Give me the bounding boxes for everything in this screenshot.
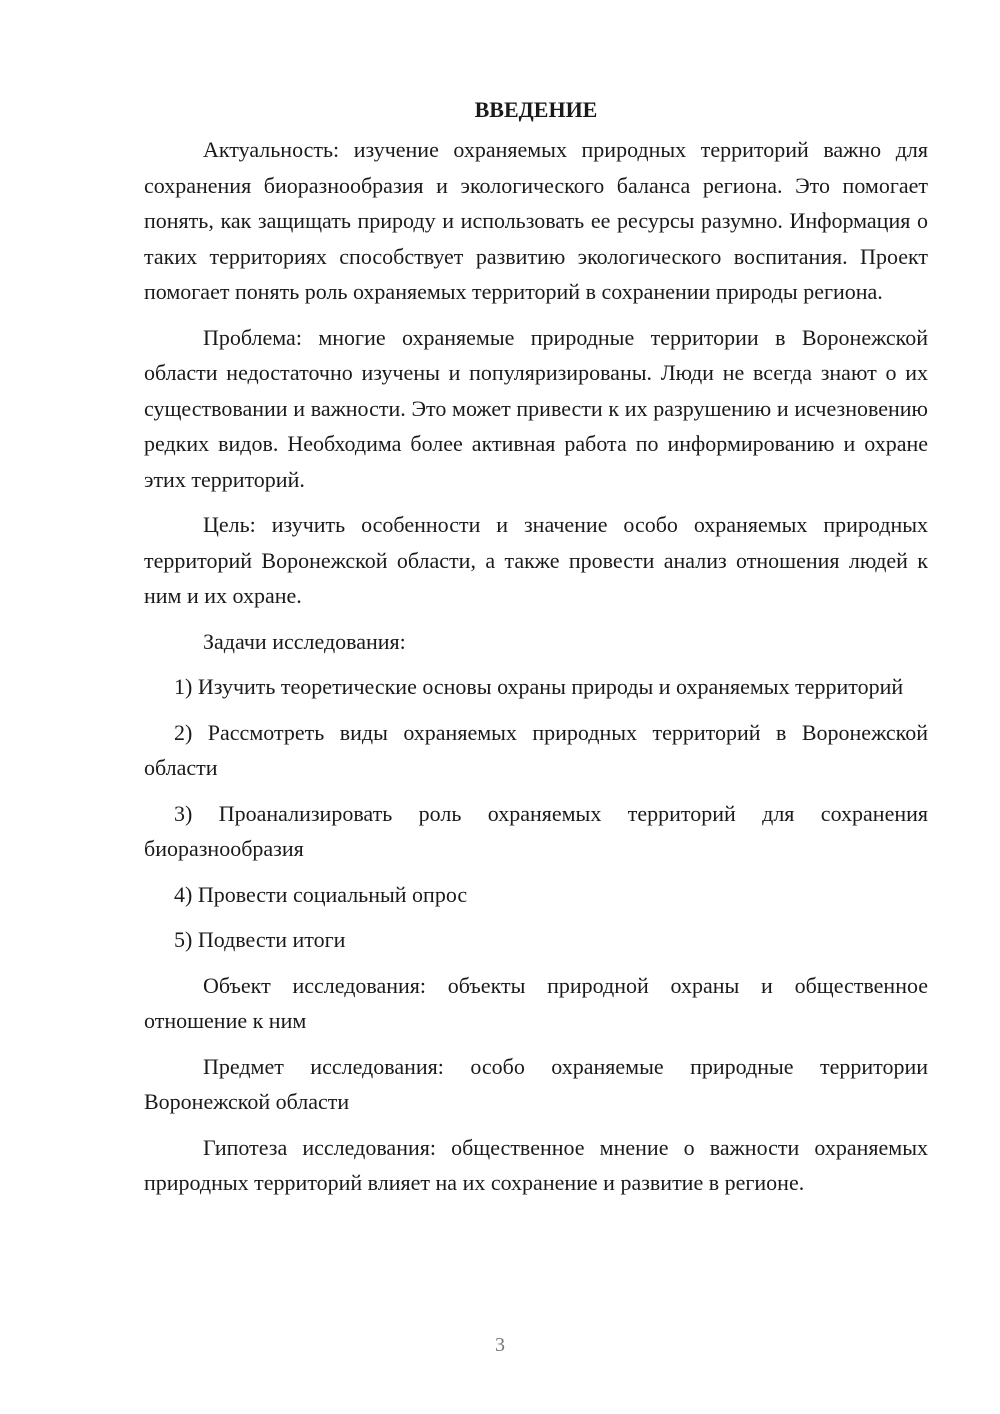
page-number: 3 bbox=[495, 1334, 505, 1356]
task-item-4: 4) Провести социальный опрос bbox=[174, 881, 468, 907]
paragraph-goal: Цель: изучить особенности и значение особо охраняемых природных территорий Воронежской области, а также провести анализ отношения людей к ним и их охране. bbox=[144, 512, 928, 608]
task-item-5: 5) Подвести итоги bbox=[174, 927, 346, 952]
task-item-2: 2) Рассмотреть виды охраняемых природных территорий в Воронежской области bbox=[144, 719, 928, 780]
paragraph-tasks-heading: Задачи исследования: bbox=[203, 628, 406, 654]
paragraph-problem: Проблема: многие охраняемые природные территории в Воронежской области недостаточно изучены и популяризированы. Люди не всегда знают о их существовании и важности. Это может привести к их разрушению и исчезновению редких видов. Необходима более активная работа по информированию и охране этих территорий. bbox=[144, 324, 928, 492]
paragraph-subject: Предмет исследования: особо охраняемые природные территории Воронежской области bbox=[144, 1053, 928, 1114]
paragraph-object: Объект исследования: объекты природной охраны и общественное отношение к ним bbox=[144, 972, 928, 1033]
paragraph-relevance: Актуальность: изучение охраняемых природных территорий важно для сохранения биоразнообразия и экологического баланса региона. Это помогает понять, как защищать природу и использовать ее ресурсы разумно. Информация о таких территориях способствует развитию экологического воспитания. Проект помогает понять роль охраняемых территорий в сохранении природы региона. bbox=[144, 137, 928, 304]
section-title: ВВЕДЕНИЕ bbox=[474, 97, 598, 122]
task-item-3: 3) Проанализировать роль охраняемых территорий для сохранения биоразнообразия bbox=[144, 800, 928, 861]
document-page bbox=[144, 92, 928, 1211]
paragraph-hypothesis: Гипотеза исследования: общественное мнение о важности охраняемых природных территорий влияет на их сохранение и развитие в регионе. bbox=[144, 1134, 928, 1195]
task-item-1: 1) Изучить теоретические основы охраны природы и охраняемых территорий bbox=[174, 674, 904, 699]
